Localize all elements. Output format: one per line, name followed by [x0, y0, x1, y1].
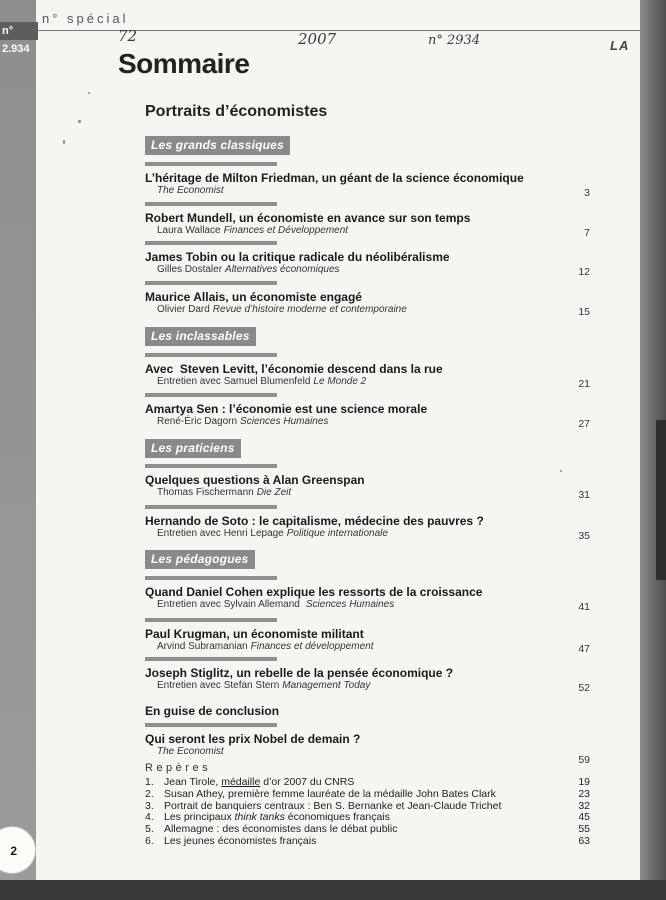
entry-rule	[145, 723, 277, 727]
right-edge-tab	[656, 420, 666, 580]
reperes-item[interactable]	[145, 789, 590, 801]
conclusion-heading: En guise de conclusion	[145, 704, 280, 718]
entry-byline	[145, 376, 590, 388]
section-praticiens	[145, 439, 241, 458]
handwritten-note-b: 2007	[298, 30, 337, 48]
reperes-text: Susan Athey, première femme lauréate de la médaille John Bates Clark	[164, 787, 496, 800]
issue-number-badge: n° 2.934	[0, 22, 38, 40]
entry-rule	[145, 353, 277, 357]
entry-source: Le Monde 2	[313, 376, 367, 387]
entry-source: Finances et développement	[250, 641, 374, 652]
entry-rule	[145, 241, 277, 245]
reperes-page: 55	[578, 823, 590, 836]
section-grands-classiques	[145, 136, 290, 155]
entry-page: 27	[578, 418, 590, 430]
left-margin-band	[0, 0, 36, 880]
reperes-list	[145, 777, 590, 848]
issue-label: n° spécial	[42, 11, 129, 26]
entry-source: Sciences Humaines	[240, 416, 329, 427]
entry-rule	[145, 281, 277, 285]
entry-rule	[145, 576, 277, 580]
entry-byline	[145, 680, 590, 692]
handwritten-note-c: n° 2934	[428, 33, 481, 48]
section-label: Les grands classiques	[145, 136, 290, 155]
toc-entry[interactable]	[145, 576, 590, 611]
toc-entry[interactable]	[145, 464, 590, 499]
reperes-text: Allemagne : des économistes dans le débat public	[164, 823, 398, 836]
section-pedagogues	[145, 550, 255, 569]
entry-title: Robert Mundell, un économiste en avance sur son temps	[145, 211, 471, 225]
entry-rule	[145, 618, 277, 622]
entry-page: 15	[578, 306, 590, 318]
section-inclassables	[145, 327, 256, 346]
entry-title: L’héritage de Milton Friedman, un géant de la science économique	[145, 171, 524, 185]
reperes-number: 3.	[145, 799, 154, 812]
toc-entry[interactable]	[145, 505, 590, 540]
entry-page: 7	[584, 227, 590, 239]
entry-author: Laura Wallace	[157, 225, 221, 236]
reperes-number: 2.	[145, 787, 154, 800]
entry-page: 31	[578, 489, 590, 501]
handwritten-note-d: LA	[610, 38, 630, 53]
entry-byline	[145, 225, 590, 237]
entry-author: Arvind Subramanian	[157, 641, 248, 652]
reperes-page: 19	[578, 776, 590, 788]
entry-author: Entretien avec Sylvain Allemand	[157, 599, 300, 610]
entry-rule	[145, 393, 277, 397]
entry-title: Amartya Sen : l’économie est une science morale	[145, 402, 428, 416]
entry-title: Maurice Allais, un économiste engagé	[145, 290, 362, 304]
entry-page: 21	[578, 378, 590, 390]
handwritten-note-a: 72	[118, 27, 138, 45]
reperes-item[interactable]	[145, 836, 590, 848]
toc-entry[interactable]	[145, 723, 590, 766]
page-subtitle: Portraits d’économistes	[145, 103, 328, 120]
entry-title: Qui seront les prix Nobel de demain ?	[145, 732, 361, 746]
reperes-text: Jean Tirole, médaille d’or 2007 du CNRS	[164, 776, 355, 788]
page-folio: 2	[0, 826, 36, 874]
entry-page: 35	[578, 530, 590, 542]
section-label: Les inclassables	[145, 327, 256, 346]
entry-title: Quelques questions à Alan Greenspan	[145, 473, 365, 487]
bottom-page-edge	[0, 880, 666, 900]
entry-source: Die Zeit	[256, 487, 292, 498]
entry-author: René-Éric Dagorn	[157, 416, 238, 427]
entry-source: The Economist	[157, 746, 224, 757]
entry-author: Gilles Dostaler	[157, 264, 223, 275]
reperes-number: 5.	[145, 823, 154, 836]
reperes-text: Portrait de banquiers centraux : Ben S. Bernanke et Jean-Claude Trichet	[164, 799, 502, 812]
toc-entry[interactable]	[145, 202, 590, 237]
entry-byline	[145, 487, 590, 499]
toc-entry[interactable]	[145, 241, 590, 276]
toc-entry[interactable]	[145, 657, 590, 692]
entry-rule	[145, 202, 277, 206]
section-label: Les pédagogues	[145, 550, 255, 569]
entry-author: Olivier Dard	[157, 304, 210, 315]
entry-byline	[145, 416, 590, 428]
entry-title: Hernando de Soto : le capitalisme, médecine des pauvres ?	[145, 514, 484, 528]
entry-title: Quand Daniel Cohen explique les ressorts de la croissance	[145, 585, 483, 599]
entry-byline	[145, 746, 590, 758]
reperes-number: 1.	[145, 776, 154, 788]
entry-byline	[145, 599, 590, 611]
entry-byline	[145, 304, 590, 316]
entry-byline	[145, 528, 590, 540]
entry-rule	[145, 505, 277, 509]
entry-page: 12	[578, 266, 590, 278]
entry-rule	[145, 162, 277, 166]
page-title: Sommaire	[118, 48, 250, 79]
reperes-page: 45	[578, 811, 590, 824]
entry-title: James Tobin ou la critique radicale du néolibéralisme	[145, 250, 450, 264]
entry-source: Management Today	[282, 680, 371, 691]
scan-speck	[63, 140, 65, 144]
entry-source: Politique internationale	[286, 528, 388, 539]
entry-author: Entretien avec Henri Lepage	[157, 528, 284, 539]
entry-author: Thomas Fischermann	[157, 487, 254, 498]
scan-speck	[88, 92, 90, 94]
entry-source: Finances et Développement	[223, 225, 349, 236]
toc-entry[interactable]	[145, 393, 590, 428]
scan-speck	[560, 470, 562, 472]
entry-page: 41	[578, 601, 590, 613]
entry-title: Avec Steven Levitt, l’économie descend dans la rue	[145, 362, 443, 376]
reperes-number: 6.	[145, 834, 154, 847]
entry-page: 47	[578, 643, 590, 655]
reperes-heading: Repères	[145, 762, 212, 774]
entry-source: The Economist	[157, 185, 224, 196]
entry-byline	[145, 641, 590, 653]
entry-byline	[145, 264, 590, 276]
reperes-page: 32	[578, 799, 590, 812]
reperes-page: 63	[578, 834, 590, 847]
entry-source: Sciences Humaines	[305, 599, 395, 610]
entry-page: 3	[584, 187, 590, 199]
reperes-page: 23	[578, 787, 590, 800]
section-label: Les praticiens	[145, 439, 241, 458]
toc-entry[interactable]	[145, 618, 590, 653]
entry-source: Alternatives économiques	[225, 264, 340, 275]
entry-author: Entretien avec Stefan Stern	[157, 680, 280, 691]
entry-rule	[145, 657, 277, 661]
toc-entry[interactable]	[145, 353, 590, 388]
entry-title: Joseph Stiglitz, un rebelle de la pensée économique ?	[145, 666, 454, 680]
entry-author: Entretien avec Samuel Blumenfeld	[157, 376, 311, 387]
scan-speck	[78, 120, 81, 123]
toc-entry[interactable]	[145, 281, 590, 316]
entry-rule	[145, 464, 277, 468]
reperes-text: Les jeunes économistes français	[164, 834, 317, 847]
reperes-number: 4.	[145, 811, 154, 824]
entry-page: 52	[578, 682, 590, 694]
entry-page: 59	[578, 754, 590, 766]
entry-title: Paul Krugman, un économiste militant	[145, 627, 364, 641]
toc-entry[interactable]	[145, 162, 590, 197]
entry-source: Revue d’histoire moderne et contemporaine	[212, 304, 407, 315]
entry-byline	[145, 185, 590, 197]
reperes-text: Les principaux think tanks économiques français	[164, 811, 390, 824]
